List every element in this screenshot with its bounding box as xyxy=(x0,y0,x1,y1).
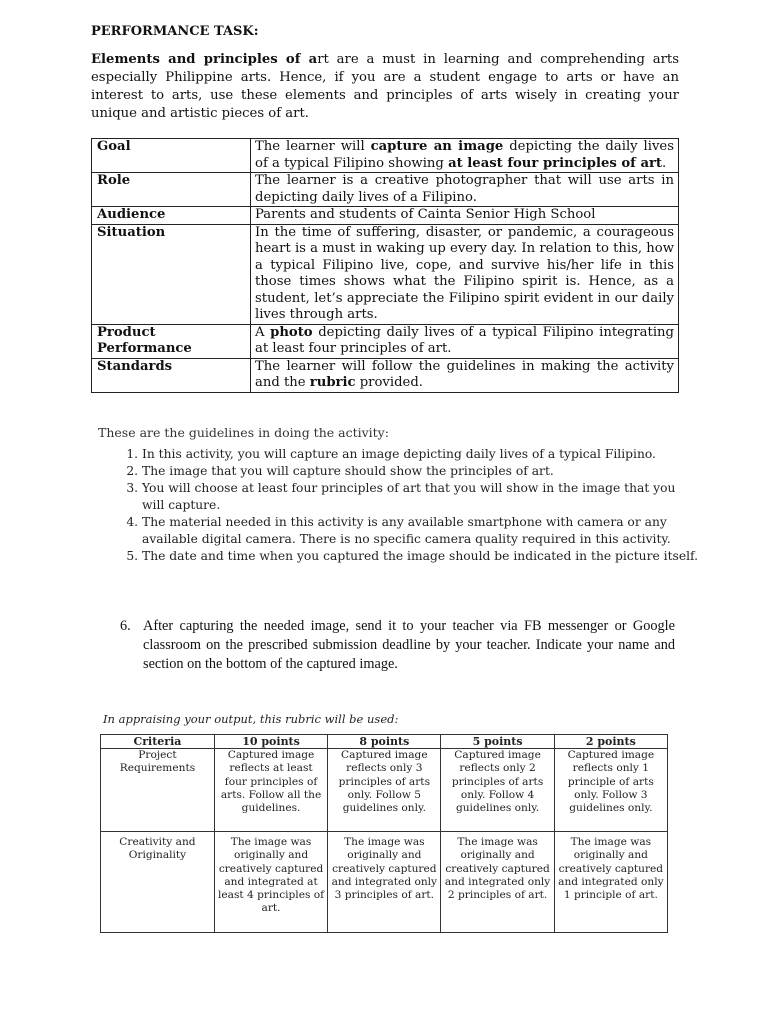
rubric-header: 2 points xyxy=(554,735,667,749)
guideline-text: After capturing the needed image, send it to your teacher via FB messenger or Google classroom on the prescribed submission deadline by your teacher. Indicate your name and section on the bottom of the captured image. xyxy=(143,618,675,672)
intro-bold-text: Elements and principles of a xyxy=(91,52,318,67)
gras-label: Audience xyxy=(92,207,251,225)
gras-row-audience xyxy=(92,207,679,225)
guidelines-title: These are the guidelines in doing the activity: xyxy=(98,425,389,440)
rubric-header: 5 points xyxy=(441,735,554,749)
gras-label: Standards xyxy=(92,358,251,392)
rubric-cell: The image was originally and creatively captured and integrated only 3 principles of art. xyxy=(328,832,441,933)
gras-value: The learner will follow the guidelines in making the activity and the rubric provided. xyxy=(251,358,679,392)
gras-value: A photo depicting daily lives of a typical Filipino integrating at least four principles of art. xyxy=(251,324,679,358)
gras-label: Situation xyxy=(92,224,251,324)
rubric-cell: The image was originally and creatively captured and integrated only 2 principles of art. xyxy=(441,832,554,933)
intro-text: rt are a must in learning and comprehending arts especially Philippine arts. Hence, if you are a student engage to arts or have an interest to arts, use these elements and principles of arts wisely in creating your unique and artistic pieces of art. xyxy=(91,52,679,121)
rubric-header: 8 points xyxy=(328,735,441,749)
rubric-cell: Captured image reflects only 2 principles of arts only. Follow 4 guidelines only. xyxy=(441,749,554,832)
intro-paragraph xyxy=(91,51,679,123)
gras-label: Product Performance xyxy=(92,324,251,358)
guideline-item: 3. You will choose at least four principles of art that you will show in the image that you will capture. xyxy=(142,480,699,514)
gras-row-standards xyxy=(92,358,679,392)
gras-row-role xyxy=(92,173,679,207)
rubric-header: Criteria xyxy=(101,735,215,749)
rubric-cell: Captured image reflects only 3 principles of arts only. Follow 5 guidelines only. xyxy=(328,749,441,832)
rubric-row xyxy=(101,749,668,832)
guideline-item: 2. The image that you will capture should show the principles of art. xyxy=(142,463,699,480)
gras-table xyxy=(91,138,679,393)
guideline-item: 1. In this activity, you will capture an image depicting daily lives of a typical Filipino. xyxy=(142,446,699,463)
rubric-intro: In appraising your output, this rubric will be used: xyxy=(103,712,399,726)
guideline-item-6 xyxy=(120,617,675,674)
gras-value: The learner will capture an image depicting the daily lives of a typical Filipino showing at least four principles of art. xyxy=(251,139,679,173)
gras-row-goal xyxy=(92,139,679,173)
rubric-criteria: Creativity and Originality xyxy=(101,832,215,933)
guideline-item: 4. The material needed in this activity is any available smartphone with camera or any available digital camera. There is no specific camera quality required in this activity. xyxy=(142,514,699,548)
rubric-header: 10 points xyxy=(214,735,327,749)
rubric-cell: Captured image reflects at least four principles of arts. Follow all the guidelines. xyxy=(214,749,327,832)
page-heading: PERFORMANCE TASK: xyxy=(91,24,259,39)
rubric-cell: Captured image reflects only 1 principle of arts only. Follow 3 guidelines only. xyxy=(554,749,667,832)
rubric-table xyxy=(100,734,668,933)
rubric-criteria: Project Requirements xyxy=(101,749,215,832)
gras-row-situation xyxy=(92,224,679,324)
rubric-cell: The image was originally and creatively captured and integrated only 1 principle of art. xyxy=(554,832,667,933)
gras-label: Goal xyxy=(92,139,251,173)
gras-label: Role xyxy=(92,173,251,207)
rubric-row xyxy=(101,832,668,933)
guideline-number: 6. xyxy=(120,618,131,634)
gras-row-product xyxy=(92,324,679,358)
guidelines-list xyxy=(120,446,699,565)
guideline-item: 5. The date and time when you captured the image should be indicated in the picture itself. xyxy=(142,548,699,565)
gras-value: Parents and students of Cainta Senior High School xyxy=(251,207,679,225)
rubric-header-row xyxy=(101,735,668,749)
rubric-cell: The image was originally and creatively captured and integrated at least 4 principles of art. xyxy=(214,832,327,933)
gras-value: In the time of suffering, disaster, or pandemic, a courageous heart is a must in waking up every day. In relation to this, how a typical Filipino live, cope, and survive his/her life in this those times shows what the Filipino spirit is. Hence, as a student, let’s appreciate the Filipino spirit evident in our daily lives through arts. xyxy=(251,224,679,324)
gras-value: The learner is a creative photographer that will use arts in depicting daily lives of a Filipino. xyxy=(251,173,679,207)
